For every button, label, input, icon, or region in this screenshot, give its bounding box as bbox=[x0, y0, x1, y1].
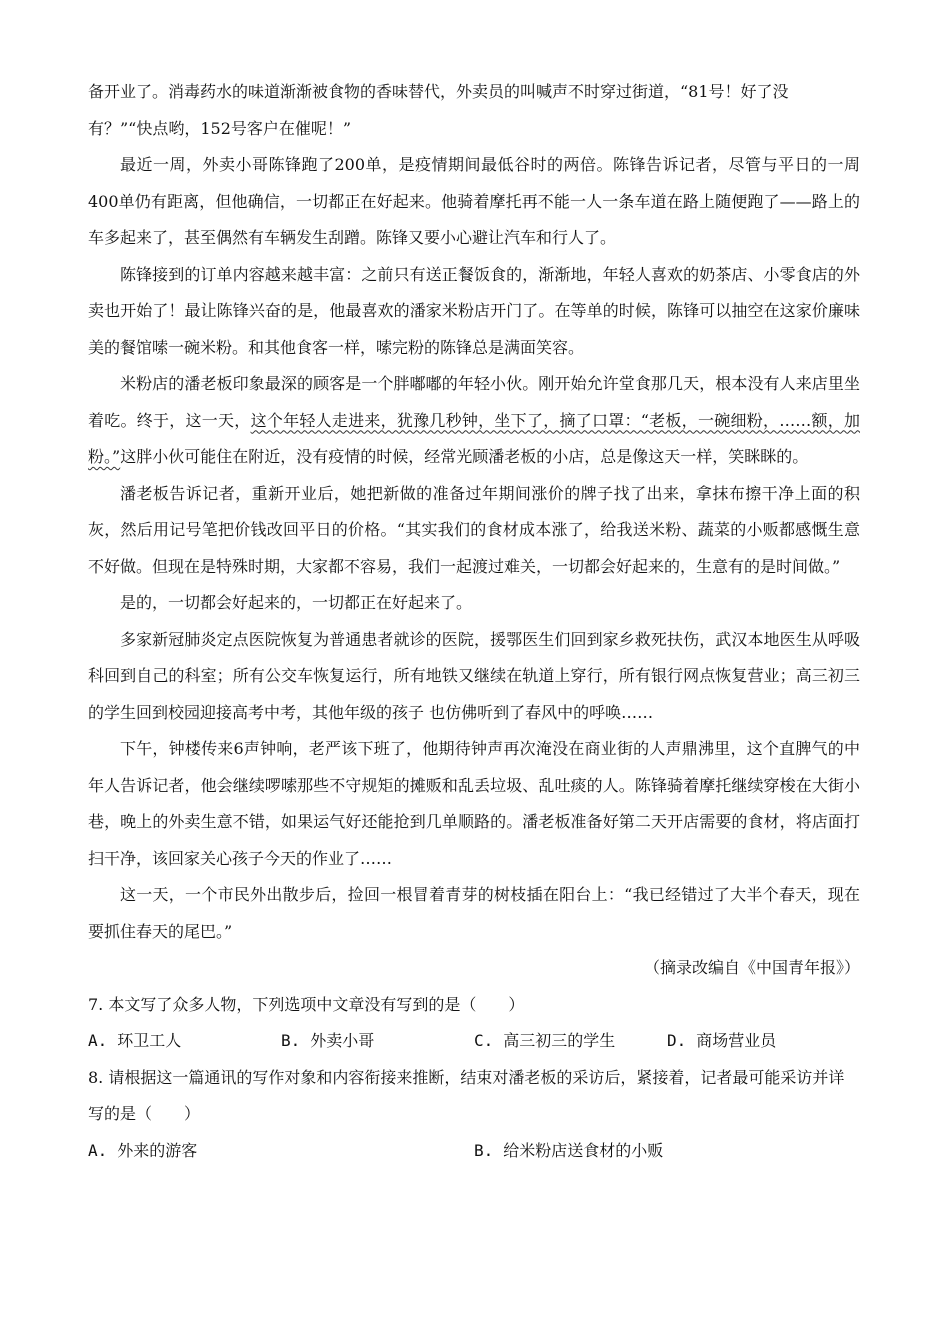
option-a[interactable] bbox=[88, 1023, 281, 1060]
passage-line: 有？”“快点哟，152号客户在催呢！” bbox=[88, 118, 352, 138]
option-a[interactable] bbox=[88, 1133, 474, 1170]
question-stem: 7. 本文写了众多人物，下列选项中文章没有写到的是（ ） bbox=[88, 994, 525, 1014]
option-text: 商场营业员 bbox=[696, 1031, 777, 1050]
option-text: 环卫工人 bbox=[117, 1031, 182, 1050]
passage-text: 这胖小伙可能住在附近，没有疫情的时候，经常光顾潘老板的小店，总是像这天一样，笑眯眯的。 bbox=[120, 447, 809, 466]
option-text: 外卖小哥 bbox=[310, 1031, 375, 1050]
option-b[interactable] bbox=[474, 1133, 860, 1170]
question-7 bbox=[88, 987, 860, 1060]
option-c[interactable] bbox=[474, 1023, 667, 1060]
option-letter: A. bbox=[88, 1031, 108, 1050]
option-letter: B. bbox=[281, 1031, 301, 1050]
passage-paragraph-3 bbox=[88, 366, 860, 476]
question-8 bbox=[88, 1060, 860, 1170]
options-row bbox=[88, 1023, 860, 1060]
option-letter: B. bbox=[474, 1140, 494, 1160]
option-d[interactable] bbox=[667, 1023, 860, 1060]
option-text: 高三初三的学生 bbox=[503, 1031, 616, 1050]
option-letter: D. bbox=[667, 1031, 687, 1050]
passage-paragraph-8: 这一天，一个市民外出散步后，捡回一根冒着青芽的树枝插在阳台上：“我已经错过了大半个春天，现在要抓住春天的尾巴。” bbox=[88, 885, 860, 941]
passage-line: 备开业了。消毒药水的味道渐渐被食物的香味替代，外卖员的叫喊声不时穿过街道，“81号！好了没 bbox=[88, 82, 789, 101]
passage-paragraph-0 bbox=[88, 74, 860, 147]
question-stem: 8. 请根据这一篇通讯的写作对象和内容衔接来推断，结束对潘老板的采访后，紧接着，记者最可能采访并详写的是（ ） bbox=[88, 1067, 845, 1123]
option-letter: C. bbox=[474, 1031, 494, 1050]
option-text: 外来的游客 bbox=[117, 1140, 198, 1160]
option-b[interactable] bbox=[281, 1023, 474, 1060]
passage-paragraph-6: 多家新冠肺炎定点医院恢复为普通患者就诊的医院，援鄂医生们回到家乡救死扶伤，武汉本地医生从呼吸科回到自己的科室；所有公交车恢复运行，所有地铁又继续在轨道上穿行，所有银行网点恢复营业；高三初三的学生回到校园迎接高考中考，其他年级的孩子 也仿佛听到了春风中的呼唤…… bbox=[88, 629, 860, 722]
passage-paragraph-1: 最近一周，外卖小哥陈锋跑了200单，是疫情期间最低谷时的两倍。陈锋告诉记者，尽管与平日的一周400单仍有距离，但他确信，一切都正在好起来。他骑着摩托再不能一人一条车道在路上随便跑了——路上的车多起来了，甚至偶然有车辆发生刮蹭。陈锋又要小心避让汽车和行人了。 bbox=[88, 155, 860, 247]
passage-paragraph-5: 是的，一切都会好起来的，一切都正在好起来了。 bbox=[120, 593, 473, 612]
option-letter: A. bbox=[88, 1140, 108, 1160]
source-citation: （摘录改编自《中国青年报》） bbox=[643, 958, 860, 977]
marked-sentence: 这个年轻人走进来，犹豫几秒钟，坐下了，摘了口罩：“老板，一碗细粉，……额，加粉。” bbox=[88, 410, 860, 466]
document-page bbox=[88, 74, 860, 1169]
passage-paragraph-7: 下午，钟楼传来6声钟响，老严该下班了，他期待钟声再次淹没在商业街的人声鼎沸里，这个直脾气的中年人告诉记者，他会继续啰嗦那些不守规矩的摊贩和乱丢垃圾、乱吐痰的人。陈锋骑着摩托继续穿梭在大街小巷，晚上的外卖生意不错，如果运气好还能抢到几单顺路的。潘老板准备好第二天开店需要的食材，将店面打扫干净，该回家关心孩子今天的作业了…… bbox=[88, 739, 860, 868]
option-text: 给米粉店送食材的小贩 bbox=[503, 1140, 664, 1160]
passage-paragraph-2: 陈锋接到的订单内容越来越丰富：之前只有送正餐饭食的，渐渐地，年轻人喜欢的奶茶店、小零食店的外卖也开始了！最让陈锋兴奋的是，他最喜欢的潘家米粉店开门了。在等单的时候，陈锋可以抽空在这家价廉味美的餐馆嗦一碗米粉。和其他食客一样，嗦完粉的陈锋总是满面笑容。 bbox=[88, 264, 860, 357]
options-row bbox=[88, 1133, 860, 1170]
passage-paragraph-4: 潘老板告诉记者，重新开业后，她把新做的准备过年期间涨价的牌子找了出来，拿抹布擦干净上面的积灰，然后用记号笔把价钱改回平日的价格。“其实我们的食材成本涨了，给我送米粉、蔬菜的小贩都感慨生意不好做。但现在是特殊时期，大家都不容易，我们一起渡过难关，一切都会好起来的，生意有的是时间做。” bbox=[88, 483, 860, 576]
passage-text: 米粉店的潘老板印象最深的顾客是一个胖嘟嘟的年轻小伙。刚开始允许堂食那几天，根本没有人来店里坐着吃。终于，这一天， bbox=[88, 374, 860, 430]
